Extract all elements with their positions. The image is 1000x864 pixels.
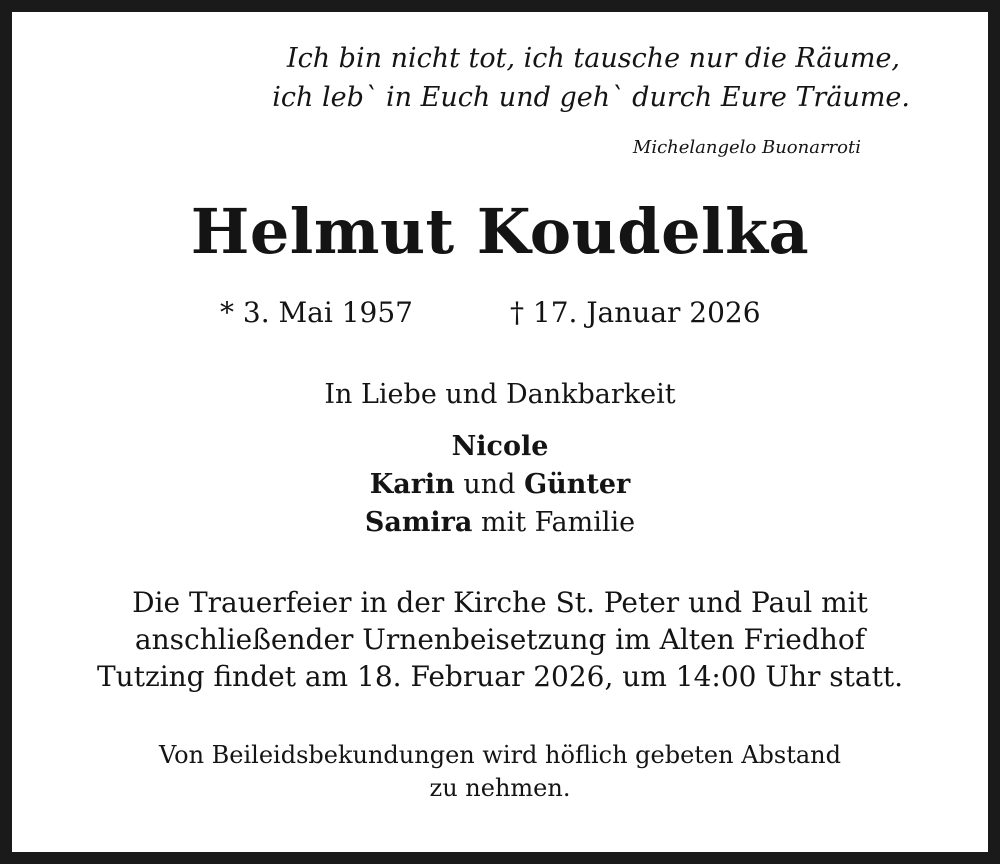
mourner-line-1 [12, 432, 988, 462]
deceased-name: Helmut Koudelka [190, 195, 810, 268]
funeral-info-line-2: anschließender Urnenbeisetzung im Alten Friedhof [134, 623, 866, 656]
quote-author: Michelangelo Buonarroti [632, 137, 861, 158]
funeral-info-line-1: Die Trauerfeier in der Kirche St. Peter und Paul mit [132, 586, 868, 619]
mourner-connector: und [463, 469, 516, 500]
dedication: In Liebe und Dankbarkeit [324, 379, 676, 410]
birth-date: * 3. Mai 1957 [220, 296, 413, 329]
funeral-info-line-3: Tutzing findet am 18. Februar 2026, um 14:00 Uhr statt. [96, 660, 903, 693]
condolence-note-line-1: Von Beileidsbekundungen wird höflich gebeten Abstand [158, 741, 842, 769]
mourner-line-3 [12, 508, 988, 538]
condolence-note-line-2: zu nehmen. [429, 774, 571, 802]
quote-line-1: Ich bin nicht tot, ich tausche nur die Räume, [286, 43, 900, 74]
mourner-name-karin: Karin [369, 469, 455, 500]
quote-line-2: ich leb` in Euch und geh` durch Eure Träume. [272, 82, 910, 113]
mourner-suffix: mit Familie [480, 507, 636, 538]
mourner-name-guenter: Günter [524, 469, 631, 500]
mourner-name-samira: Samira [364, 507, 473, 538]
mourner-line-2 [12, 470, 988, 500]
mourner-name-nicole: Nicole [451, 431, 549, 462]
death-date: † 17. Januar 2026 [510, 296, 761, 329]
